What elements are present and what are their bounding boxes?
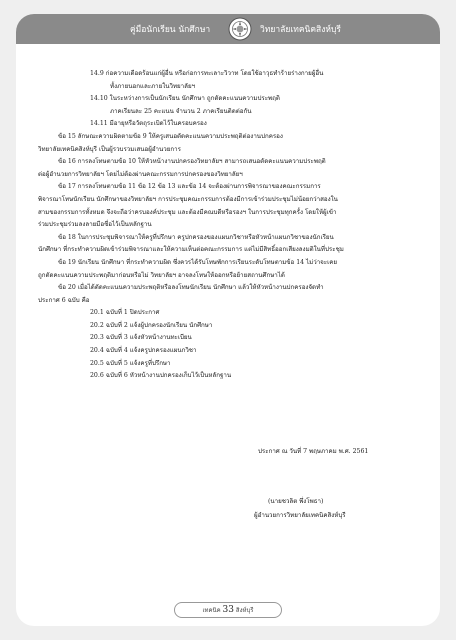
text-line: ข้อ 17 การลงโทษตามข้อ 11 ข้อ 12 ข้อ 13 และข้อ 14 จะต้องผ่านการพิจารณาของคณะกรรมการ	[58, 183, 321, 191]
text-line: 20.6 ฉบับที่ 6 หัวหน้างานปกครองเก็บไว้เป็นหลักฐาน	[90, 372, 232, 380]
text-line: ข้อ 19 นักเรียน นักศึกษา ที่กระทำความผิด ซึ่งควรได้รับโทษพักการเรียนระดับโทษตามข้อ 14 ไม่ว่าจะเคย	[58, 258, 338, 266]
footer-prefix: เทคนิค	[202, 607, 221, 614]
text-line: 14.11 มีอายุหรือวัตถุระเบิดไว้ในครอบครอง	[90, 120, 207, 128]
college-name: วิทยาลัยเทคนิคสิงห์บุรี	[260, 25, 341, 35]
text-line: 20.5 ฉบับที่ 5 แจ้งครูที่ปรึกษา	[90, 359, 171, 367]
text-line: ถูกตัดคะแนนความประพฤติมาก่อนหรือไม่ วิทยาลัยฯ อาจลงโทษให้ออกหรือย้ายสถานศึกษาได้	[38, 271, 285, 279]
text-line: พิจารณาโทษนักเรียน นักศึกษาของวิทยาลัยฯ การประชุมคณะกรรมการต้องมีการเข้าร่วมประชุมไม่น้อยกว่าสองใน	[38, 195, 338, 203]
page-footer	[174, 602, 282, 618]
page-header	[16, 14, 440, 44]
text-line: ข้อ 18 ในการประชุมพิจารณาให้ครูที่ปรึกษา ครูปกครองของแผนกวิชาหรือหัวหน้าแผนกวิชาของนักเรียน	[58, 233, 334, 241]
text-line: 20.4 ฉบับที่ 4 แจ้งครูปกครองแผนกวิชา	[90, 347, 197, 355]
text-line: 14.10 ในระหว่างการเป็นนักเรียน นักศึกษา ถูกตัดคะแนนความประพฤติ	[90, 95, 280, 103]
text-line: สามของกรรมการทั้งหมด จึงจะถือว่าครบองค์ประชุม และต้องมีคณบดีหรือรองฯ ในการประชุมทุกครั้ง โดยให้ผู้เข้า	[38, 208, 337, 216]
signer-position: ผู้อำนวยการวิทยาลัยเทคนิคสิงห์บุรี	[254, 512, 346, 519]
text-line: ข้อ 20 เมื่อได้ตัดคะแนนความประพฤติหรือลงโทษนักเรียน นักศึกษา แล้วให้หัวหน้างานปกครองจัดทำ	[58, 284, 324, 292]
regulation-text	[38, 68, 418, 383]
text-line: ข้อ 16 การลงโทษตามข้อ 10 ให้หัวหน้างานปกครองวิทยาลัยฯ สามารถเสนอตัดคะแนนความประพฤติ	[58, 158, 326, 166]
text-line: 20.3 ฉบับที่ 3 แจ้งหัวหน้างานทะเบียน	[90, 334, 192, 342]
text-line: ต่อผู้อำนวยการวิทยาลัยฯ โดยไม่ต้องผ่านคณะกรรมการปกครองของวิทยาลัยฯ	[38, 170, 243, 178]
handbook-title: คู่มือนักเรียน นักศึกษา	[130, 25, 211, 35]
signer-name: (นายชวลิต พึ่งโพธา)	[268, 498, 324, 505]
announcement-date: ประกาศ ณ วันที่ 7 พฤษภาคม พ.ศ. 2561	[258, 448, 369, 455]
college-seal-icon	[228, 17, 252, 41]
text-line: 20.2 ฉบับที่ 2 แจ้งผู้ปกครองนักเรียน นักศึกษา	[90, 321, 213, 329]
text-line: 14.9 ก่อความเดือดร้อนแก่ผู้อื่น หรือก่อการทะเลาะวิวาท โดยใช้อาวุธทำร้ายร่างกายผู้อื่น	[90, 70, 324, 77]
text-line: ภาคเรียนละ 25 คะแนน จำนวน 2 ภาคเรียนติดต่อกัน	[110, 107, 252, 115]
text-line: นักศึกษา ที่กระทำความผิดเข้าร่วมพิจารณาและให้ความเห็นต่อคณะกรรมการ แต่ไม่มีสิทธิ์ออกเสียงลงมติในที่ประชุม	[38, 246, 344, 254]
footer-suffix: สิงห์บุรี	[235, 607, 254, 614]
text-line: ร่วมประชุมร่วมลงลายมือชื่อไว้เป็นหลักฐาน	[38, 221, 152, 229]
text-line: ข้อ 15 ลักษณะความผิดตามข้อ 9 ให้ครูเสนอตัดคะแนนความประพฤติต่องานปกครอง	[58, 132, 283, 140]
text-line: ทั้งภายนอกและภายในวิทยาลัยฯ	[110, 82, 196, 90]
text-line: ประกาศ 6 ฉบับ คือ	[38, 296, 90, 304]
text-line: 20.1 ฉบับที่ 1 ปิดประกาศ	[90, 309, 160, 317]
text-line: วิทยาลัยเทคนิคสิงห์บุรี เป็นผู้รวบรวมเสนอผู้อำนวยการ	[38, 145, 181, 153]
page-number: 33	[222, 605, 234, 615]
